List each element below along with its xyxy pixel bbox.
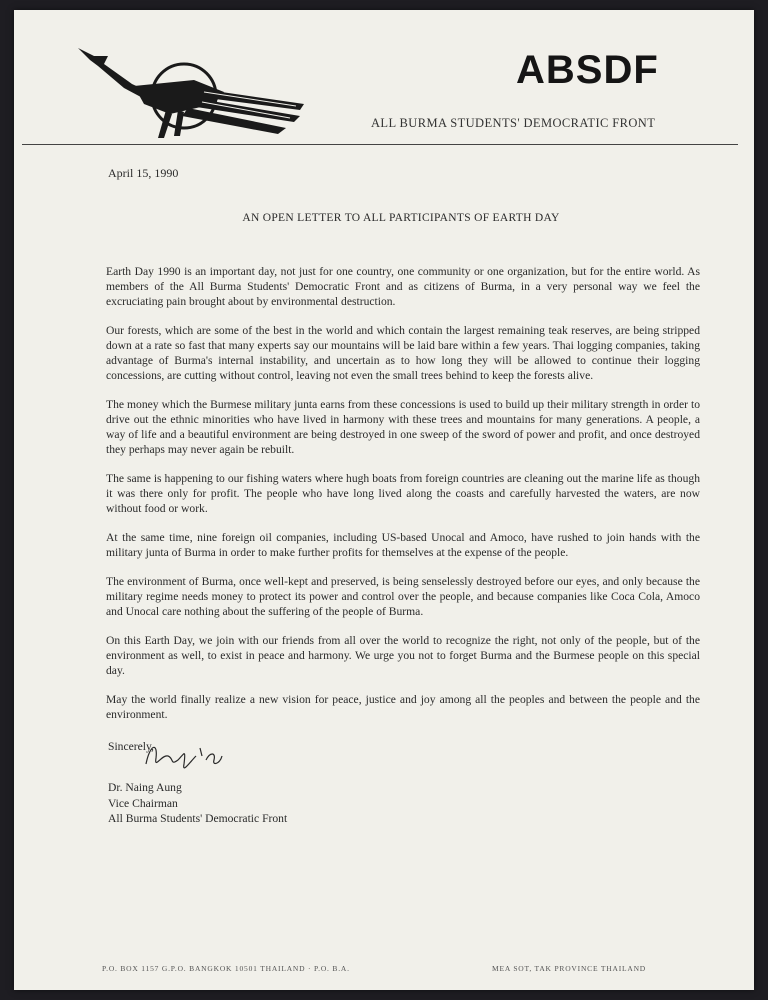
letter-page [14, 10, 754, 990]
signer-name: Dr. Naing Aung [108, 781, 182, 794]
signer-title: Vice Chairman [108, 796, 178, 810]
footer-address-right: MEA SOT, TAK PROVINCE THAILAND [492, 964, 647, 973]
body-paragraph: Earth Day 1990 is an important day, not just for one country, one community or one organization, but for the entire world. As members of the All Burma Students' Democratic Front and as citizens of Burma, in a very personal way we feel the excruciating pain brought about by environmental destruction. [106, 265, 700, 308]
org-name: ALL BURMA STUDENTS' DEMOCRATIC FRONT [371, 116, 656, 130]
peacock-emblem-icon [74, 44, 310, 144]
body-paragraph: The environment of Burma, once well-kept and preserved, is being senselessly destroyed before our eyes, and only because the military regime needs money to protect its power and control over the people, and because companies like Coca Cola, Amoco and Unocal care nothing about the suffering of the people of Burma. [106, 575, 700, 618]
body-paragraph: Our forests, which are some of the best in the world and which contain the largest remaining teak reserves, are being stripped down at a rate so fast that many experts say our mountains will be laid bare within a few years. Thai logging companies, taking advantage of Burma's internal instability, and uncertain as to how long they will be allowed to continue their logging concessions, are cutting without control, leaving not even the small trees behind to keep the forests alive. [106, 324, 700, 382]
body-paragraph: At the same time, nine foreign oil companies, including US-based Unocal and Amoco, have rushed to join hands with the military junta of Burma in order to make further profits for themselves at the expense of the people. [106, 531, 700, 559]
header-divider [22, 144, 738, 145]
org-acronym: ABSDF [516, 48, 659, 92]
letter-body [106, 264, 700, 736]
signer-org: All Burma Students' Democratic Front [108, 812, 288, 825]
body-paragraph: The money which the Burmese military junta earns from these concessions is used to build up their military strength in order to drive out the ethnic minorities who have lived in harmony with these trees and mountains for many generations. A people, a way of life and a beautiful environment are being destroyed in one sweep of the sword of power and profit, and once destroyed they perhaps may never again be rebuilt. [106, 398, 700, 456]
body-paragraph: The same is happening to our fishing waters where hugh boats from foreign countries are cleaning out the marine life as though it was there only for profit. The people who have long lived along the coasts and carefully harvested the waters, are now without food or work. [106, 472, 700, 515]
body-paragraph: May the world finally realize a new vision for peace, justice and joy among all the peoples and between the people and the environment. [106, 693, 700, 721]
letter-title: AN OPEN LETTER TO ALL PARTICIPANTS OF EARTH DAY [242, 212, 560, 224]
footer-address-left: P.O. BOX 1157 G.P.O. BANGKOK 10501 THAILAND · P.O. B.A. [102, 964, 350, 973]
letter-date: April 15, 1990 [108, 166, 179, 180]
closing: Sincerely, [108, 740, 154, 753]
signer-block [108, 780, 287, 827]
body-paragraph: On this Earth Day, we join with our friends from all over the world to recognize the right, not only of the people, but of the environment as well, to exist in peace and harmony. We urge you not to forget Burma and the Burmese people on this special day. [106, 634, 700, 677]
handwritten-signature [140, 734, 230, 780]
